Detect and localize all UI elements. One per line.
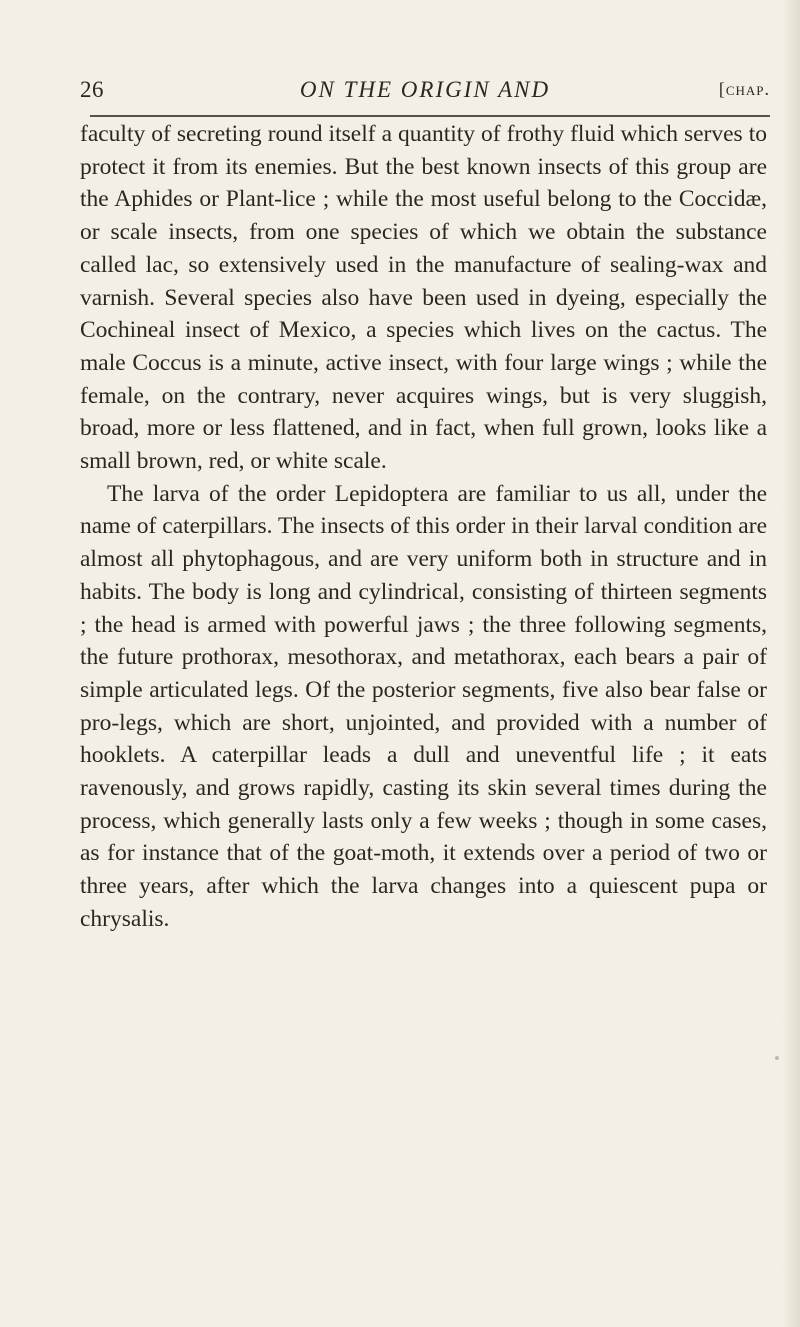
- running-header: [80, 71, 770, 115]
- paragraph-continued: faculty of secreting round itself a quantity of frothy fluid which serves to protect it from its enemies. But the best known insects of this group are the Aphides or Plant-lice ; while the most useful belong to the Coccidæ, or scale insects, from one species of which we obtain the substance called lac, so extensively used in the manufacture of sealing-wax and varnish. Several species also have been used in dyeing, especially the Cochineal insect of Mexico, a species which lives on the cactus. The male Coccus is a minute, active insect, with four large wings ; while the female, on the contrary, never acquires wings, but is very sluggish, broad, more or less flattened, and in fact, when full grown, looks like a small brown, red, or white scale.: [80, 121, 767, 475]
- paper-speck: [775, 1056, 779, 1060]
- body-text: [80, 118, 767, 936]
- page-number: 26: [80, 77, 104, 102]
- running-title: ON THE ORIGIN AND: [299, 77, 551, 102]
- page-edge-shadow: [782, 0, 800, 1327]
- paragraph-lepidoptera: The larva of the order Lepidoptera are familiar to us all, under the name of caterpillars. The insects of this order in their larval condition are almost all phytophagous, and are very uniform both in structure and in habits. The body is long and cylindrical, consisting of thirteen segments ; the head is armed with powerful jaws ; the three following segments, the future prothorax, mesothorax, and metathorax, each bears a pair of simple articulated legs. Of the posterior segments, five also bear false or pro-legs, which are short, unjointed, and provided with a number of hooklets. A caterpillar leads a dull and uneventful life ; it eats ravenously, and grows rapidly, casting its skin several times during the process, which generally lasts only a few weeks ; though in some cases, as for instance that of the goat-moth, it extends over a period of two or three years, after which the larva changes into a quiescent pupa or chrysalis.: [80, 480, 767, 932]
- header-rule: [90, 115, 770, 117]
- chapter-reference: [chap.: [718, 79, 770, 99]
